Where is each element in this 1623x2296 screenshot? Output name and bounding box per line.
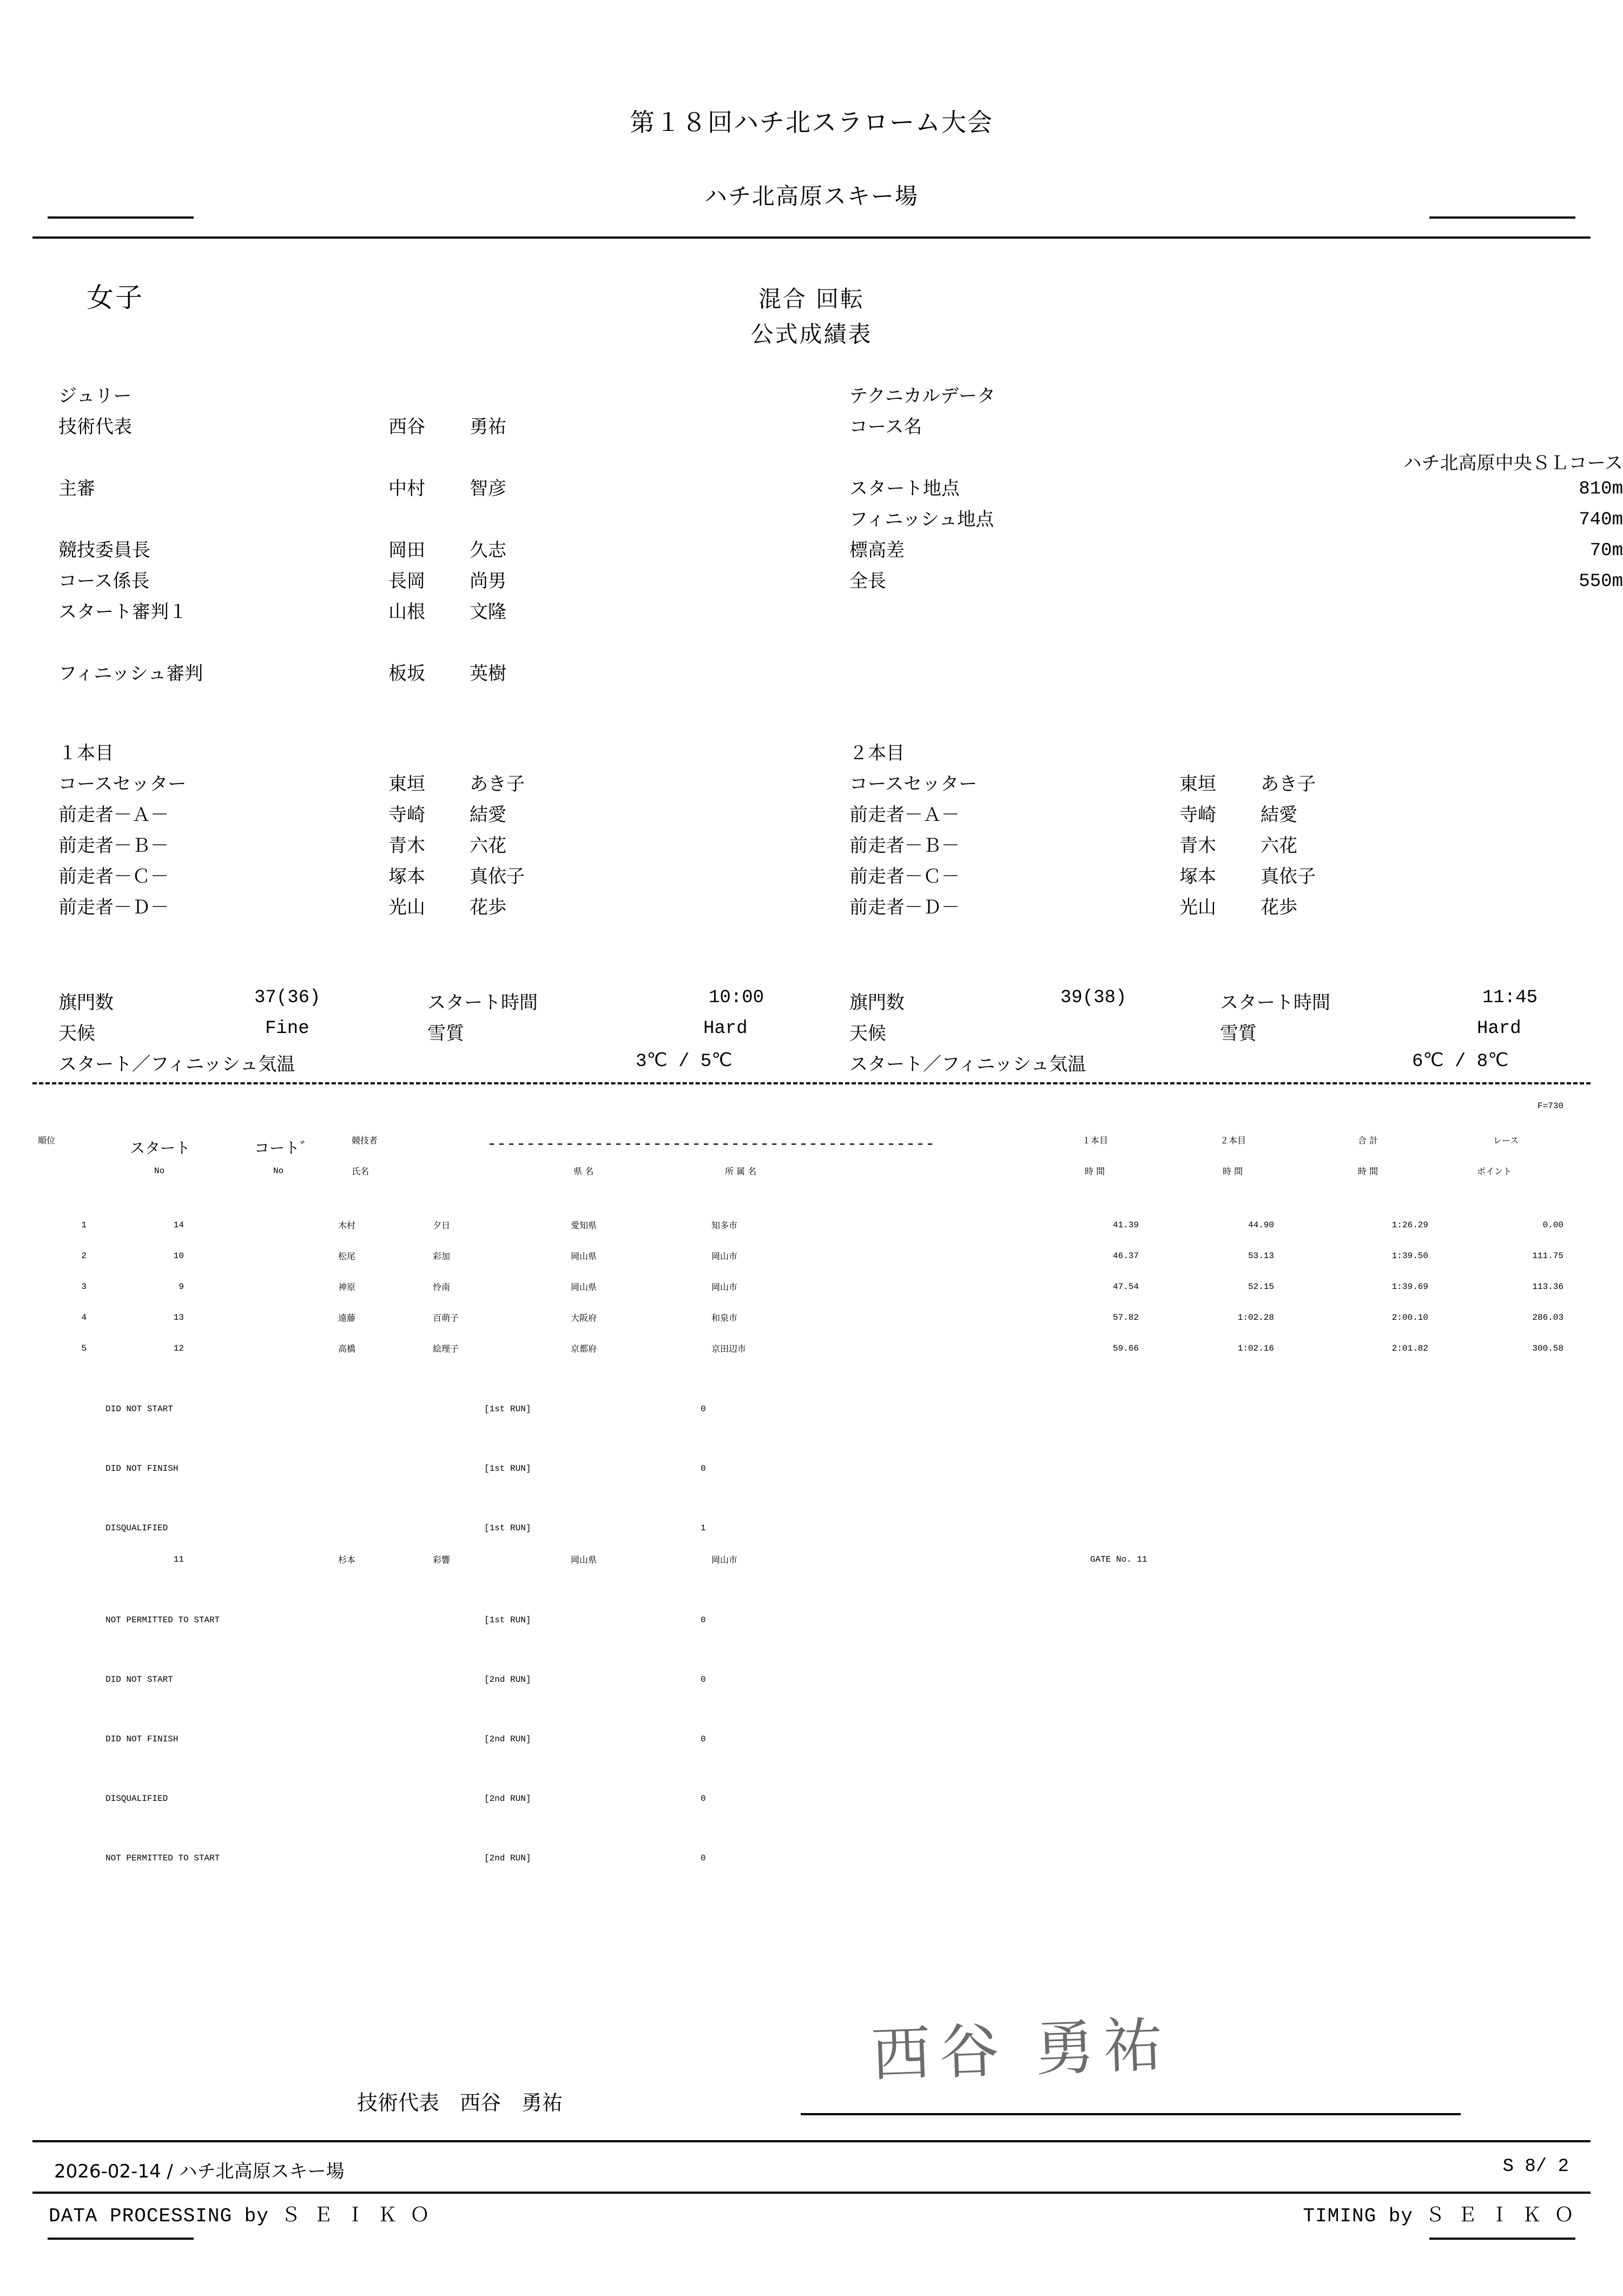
status-label: NOT PERMITTED TO START	[105, 1615, 220, 1625]
status-label: DID NOT FINISH	[105, 1734, 179, 1744]
header-start-no: スタート	[130, 1139, 191, 1157]
header-total-time: 時 間	[1358, 1166, 1378, 1176]
start-altitude-label: スタート地点	[849, 478, 960, 499]
run1-weather-value: Fine	[265, 1018, 309, 1039]
row-run2-time: 53.13	[1248, 1251, 1274, 1261]
jury-given: 久志	[470, 540, 506, 561]
row-prefecture: 岡山県	[571, 1282, 597, 1292]
status-run: [1st RUN]	[484, 1523, 531, 1533]
row-total-time: 1:39.69	[1391, 1282, 1428, 1292]
run2-setter-family: 東垣	[1179, 773, 1216, 795]
footer-rule-right	[1429, 2238, 1575, 2240]
header-rank: 順位	[38, 1135, 56, 1146]
row-rank: 3	[81, 1282, 87, 1292]
run2-setter-label: コースセッター	[849, 773, 978, 795]
run1-start-time-label: スタート時間	[427, 992, 538, 1014]
run1-forerunner-family: 光山	[388, 897, 425, 918]
row-race-points: 113.36	[1532, 1282, 1563, 1292]
run2-snow-value: Hard	[1477, 1018, 1521, 1039]
header-code-no-sub: No	[273, 1166, 284, 1176]
row-family-name: 高橋	[338, 1344, 356, 1354]
run1-gates-label: 旗門数	[58, 992, 114, 1014]
row-start-no: 13	[173, 1313, 184, 1323]
jury-family: 長岡	[388, 570, 425, 592]
vertical-drop-label: 標高差	[849, 540, 905, 561]
row-start-no: 9	[179, 1282, 184, 1292]
vertical-drop-value: 70m	[1589, 541, 1623, 561]
event-name: 混合 回転	[758, 286, 865, 312]
row-race-points: 286.03	[1532, 1313, 1563, 1323]
status-label: DISQUALIFIED	[105, 1794, 168, 1804]
status-label: NOT PERMITTED TO START	[105, 1853, 220, 1863]
header-total: 合 計	[1358, 1135, 1378, 1146]
status-run: [1st RUN]	[484, 1464, 531, 1473]
status-count: 0	[701, 1675, 706, 1685]
status-run: [2nd RUN]	[484, 1794, 531, 1804]
row-rank: 5	[81, 1344, 87, 1353]
footer-rule-bottom	[32, 2192, 1591, 2194]
status-entry-club: 岡山市	[711, 1555, 738, 1565]
run2-start-time-label: スタート時間	[1220, 992, 1330, 1014]
jury-given: 文隆	[470, 601, 506, 623]
run1-forerunner-label: 前走者－Ｃ－	[58, 866, 169, 887]
row-run1-time: 41.39	[1112, 1220, 1139, 1230]
jury-role: フィニッシュ審判	[58, 663, 203, 685]
run2-forerunner-given: 花歩	[1261, 897, 1297, 918]
jury-family: 西谷	[388, 416, 425, 438]
footer-timing: TIMING by Ｓ Ｅ Ｉ Ｋ Ｏ	[1303, 2205, 1574, 2227]
row-run1-time: 47.54	[1112, 1282, 1139, 1292]
run2-temperature-value: 6℃ / 8℃	[1412, 1051, 1509, 1072]
jury-role: 主審	[58, 478, 95, 499]
venue-title: ハチ北高原スキー場	[704, 183, 919, 209]
row-club: 岡山市	[711, 1251, 738, 1261]
run2-forerunner-given: 真依子	[1261, 866, 1316, 887]
run1-temperature-label: スタート／フィニッシュ気温	[58, 1054, 295, 1075]
status-run: [2nd RUN]	[484, 1675, 531, 1685]
run2-forerunner-given: 結愛	[1261, 804, 1297, 826]
run2-forerunner-family: 光山	[1179, 897, 1216, 918]
run2-setter-given: あき子	[1261, 773, 1316, 795]
run1-forerunner-family: 寺崎	[388, 804, 425, 826]
jury-role: スタート審判１	[58, 601, 187, 623]
start-altitude-value: 810m	[1579, 479, 1623, 499]
course-name-value: ハチ北高原中央ＳＬコース	[1403, 452, 1623, 474]
run1-setter-given: あき子	[470, 773, 525, 795]
run1-setter-family: 東垣	[388, 773, 425, 795]
header-run1: １本目	[1082, 1135, 1109, 1146]
run1-forerunner-label: 前走者－Ａ－	[58, 804, 169, 826]
run1-heading: １本目	[58, 742, 114, 764]
run2-forerunner-family: 寺崎	[1179, 804, 1216, 826]
row-prefecture: 大阪府	[571, 1313, 597, 1323]
jury-given: 尚男	[470, 570, 506, 592]
finish-altitude-value: 740m	[1579, 510, 1623, 530]
run1-forerunner-family: 青木	[388, 835, 425, 857]
row-club: 和泉市	[711, 1313, 738, 1323]
header-club: 所 属 名	[725, 1166, 757, 1176]
run2-forerunner-family: 塚本	[1179, 866, 1216, 887]
row-given-name: 百萌子	[433, 1313, 459, 1323]
row-club: 岡山市	[711, 1282, 738, 1292]
finish-altitude-label: フィニッシュ地点	[849, 509, 994, 530]
run1-forerunner-given: 花歩	[470, 897, 506, 918]
header-code-no: コート゛	[254, 1139, 315, 1157]
header-competitor: 競技者	[352, 1135, 378, 1146]
header-run2: ２本目	[1220, 1135, 1246, 1146]
footer-rule-left	[48, 2238, 194, 2240]
row-given-name: 絵理子	[433, 1344, 459, 1354]
status-count: 1	[701, 1523, 706, 1533]
run2-forerunner-family: 青木	[1179, 835, 1216, 857]
status-label: DISQUALIFIED	[105, 1523, 168, 1533]
gender-label: 女子	[87, 282, 144, 313]
row-total-time: 2:01.82	[1391, 1344, 1428, 1353]
row-rank: 1	[81, 1220, 87, 1230]
footer-rule-top	[32, 2140, 1591, 2142]
header-points: レース	[1493, 1135, 1519, 1146]
row-run2-time: 52.15	[1248, 1282, 1274, 1292]
row-total-time: 1:39.50	[1391, 1251, 1428, 1261]
header-start-no-sub: No	[154, 1166, 165, 1176]
run2-temperature-label: スタート／フィニッシュ気温	[849, 1054, 1086, 1075]
row-run2-time: 1:02.16	[1237, 1344, 1274, 1353]
status-run: [2nd RUN]	[484, 1734, 531, 1744]
row-family-name: 松尾	[338, 1251, 356, 1261]
header-run1-time: 時 間	[1085, 1166, 1105, 1176]
run1-forerunner-label: 前走者－Ｄ－	[58, 897, 169, 918]
row-rank: 4	[81, 1313, 87, 1323]
status-count: 0	[701, 1464, 706, 1473]
row-start-no: 10	[173, 1251, 184, 1261]
run2-snow-label: 雪質	[1220, 1023, 1257, 1044]
status-count: 0	[701, 1404, 706, 1414]
jury-given: 智彦	[470, 478, 506, 499]
signature-label: 技術代表 西谷 勇祐	[357, 2091, 563, 2115]
status-count: 0	[701, 1794, 706, 1804]
length-label: 全長	[849, 570, 886, 592]
row-club: 知多市	[711, 1220, 738, 1231]
f-value: F=730	[1537, 1101, 1563, 1111]
technical-heading: テクニカルデータ	[849, 385, 995, 407]
jury-role: コース係長	[58, 570, 150, 592]
header-dashes: ----------------------------------------------	[487, 1135, 935, 1154]
row-rank: 2	[81, 1251, 87, 1261]
jury-family: 中村	[388, 478, 425, 499]
row-run1-time: 46.37	[1112, 1251, 1139, 1261]
status-run: [1st RUN]	[484, 1404, 531, 1414]
header-rule-full	[32, 236, 1591, 239]
run1-start-time-value: 10:00	[709, 988, 764, 1008]
run2-gates-value: 39(38)	[1060, 988, 1127, 1008]
jury-role: 技術代表	[58, 416, 132, 438]
run1-block	[58, 742, 525, 929]
status-label: DID NOT START	[105, 1404, 173, 1414]
run2-block	[849, 742, 1316, 929]
status-entry-prefecture: 岡山県	[571, 1555, 597, 1565]
run2-forerunner-label: 前走者－Ｂ－	[849, 835, 960, 857]
run2-forerunner-label: 前走者－Ａ－	[849, 804, 960, 826]
jury-heading: ジュリー	[58, 385, 132, 407]
status-entry-gate-note: GATE No. 11	[1090, 1555, 1147, 1564]
footer-page-number: S 8/ 2	[1502, 2156, 1569, 2177]
row-given-name: 彩加	[433, 1251, 451, 1261]
jury-given: 英樹	[470, 663, 506, 685]
run1-snow-label: 雪質	[427, 1023, 464, 1044]
run1-setter-label: コースセッター	[58, 773, 187, 795]
run1-forerunner-given: 六花	[470, 835, 506, 857]
run1-forerunner-given: 真依子	[470, 866, 525, 887]
run2-forerunner-label: 前走者－Ｄ－	[849, 897, 960, 918]
row-start-no: 14	[173, 1220, 184, 1230]
run1-snow-value: Hard	[703, 1018, 748, 1039]
header-points-sub: ポイント	[1477, 1166, 1512, 1176]
status-count: 0	[701, 1853, 706, 1863]
run1-gates-value: 37(36)	[254, 988, 321, 1008]
run1-temperature-value: 3℃ / 5℃	[636, 1051, 733, 1072]
row-club: 京田辺市	[711, 1344, 747, 1354]
row-family-name: 遠藤	[338, 1313, 356, 1323]
row-race-points: 0.00	[1542, 1220, 1563, 1230]
status-run: [1st RUN]	[484, 1615, 531, 1625]
row-prefecture: 岡山県	[571, 1251, 597, 1261]
header-name: 氏名	[352, 1166, 370, 1176]
run2-heading: ２本目	[849, 742, 905, 764]
run1-forerunner-given: 結愛	[470, 804, 506, 826]
signature-line	[801, 2113, 1461, 2115]
jury-given: 勇祐	[470, 416, 506, 438]
row-family-name: 神原	[338, 1282, 356, 1292]
run2-forerunner-given: 六花	[1261, 835, 1297, 857]
row-race-points: 300.58	[1532, 1344, 1563, 1353]
row-total-time: 1:26.29	[1391, 1220, 1428, 1230]
row-given-name: 怜南	[433, 1282, 451, 1292]
row-run1-time: 57.82	[1112, 1313, 1139, 1323]
status-entry-family-name: 杉本	[338, 1555, 356, 1565]
row-prefecture: 愛知県	[571, 1220, 597, 1231]
document-kind: 公式成績表	[750, 321, 873, 347]
jury-role: 競技委員長	[58, 540, 150, 561]
run1-forerunner-family: 塚本	[388, 866, 425, 887]
status-entry-given-name: 彩響	[433, 1555, 451, 1565]
row-total-time: 2:00.10	[1391, 1313, 1428, 1323]
row-run2-time: 1:02.28	[1237, 1313, 1274, 1323]
jury-family: 板坂	[388, 663, 425, 685]
status-label: DID NOT START	[105, 1675, 173, 1685]
header-run2-time: 時 間	[1223, 1166, 1243, 1176]
footer-date-venue: 2026-02-14 / ハチ北高原スキー場	[54, 2161, 345, 2182]
length-value: 550m	[1579, 571, 1623, 592]
conditions-divider	[32, 1082, 1591, 1084]
row-race-points: 111.75	[1532, 1251, 1563, 1261]
footer-data-processing: DATA PROCESSING by Ｓ Ｅ Ｉ Ｋ Ｏ	[49, 2205, 430, 2227]
row-run2-time: 44.90	[1248, 1220, 1274, 1230]
status-count: 0	[701, 1615, 706, 1625]
course-name-label: コース名	[849, 416, 922, 438]
run1-weather-label: 天候	[58, 1023, 95, 1044]
row-prefecture: 京都府	[571, 1344, 597, 1354]
run2-weather-label: 天候	[849, 1023, 886, 1044]
run1-forerunner-label: 前走者－Ｂ－	[58, 835, 169, 857]
status-run: [2nd RUN]	[484, 1853, 531, 1863]
status-label: DID NOT FINISH	[105, 1464, 179, 1473]
run2-gates-label: 旗門数	[849, 992, 905, 1014]
header-prefecture: 県 名	[573, 1166, 594, 1176]
header-rule-right	[1429, 216, 1575, 219]
header-rule-left	[48, 216, 194, 219]
run2-start-time-value: 11:45	[1482, 988, 1538, 1008]
row-start-no: 12	[173, 1344, 184, 1353]
run2-forerunner-label: 前走者－Ｃ－	[849, 866, 960, 887]
status-count: 0	[701, 1734, 706, 1744]
jury-family: 山根	[388, 601, 425, 623]
row-run1-time: 59.66	[1112, 1344, 1139, 1353]
signature-handwriting: 西谷 勇祐	[870, 2010, 1173, 2090]
status-entry-start-no: 11	[173, 1555, 184, 1564]
row-given-name: 夕日	[433, 1220, 451, 1231]
row-family-name: 木村	[338, 1220, 356, 1231]
jury-family: 岡田	[388, 540, 425, 561]
competition-title: 第１８回ハチ北スラローム大会	[630, 108, 993, 137]
